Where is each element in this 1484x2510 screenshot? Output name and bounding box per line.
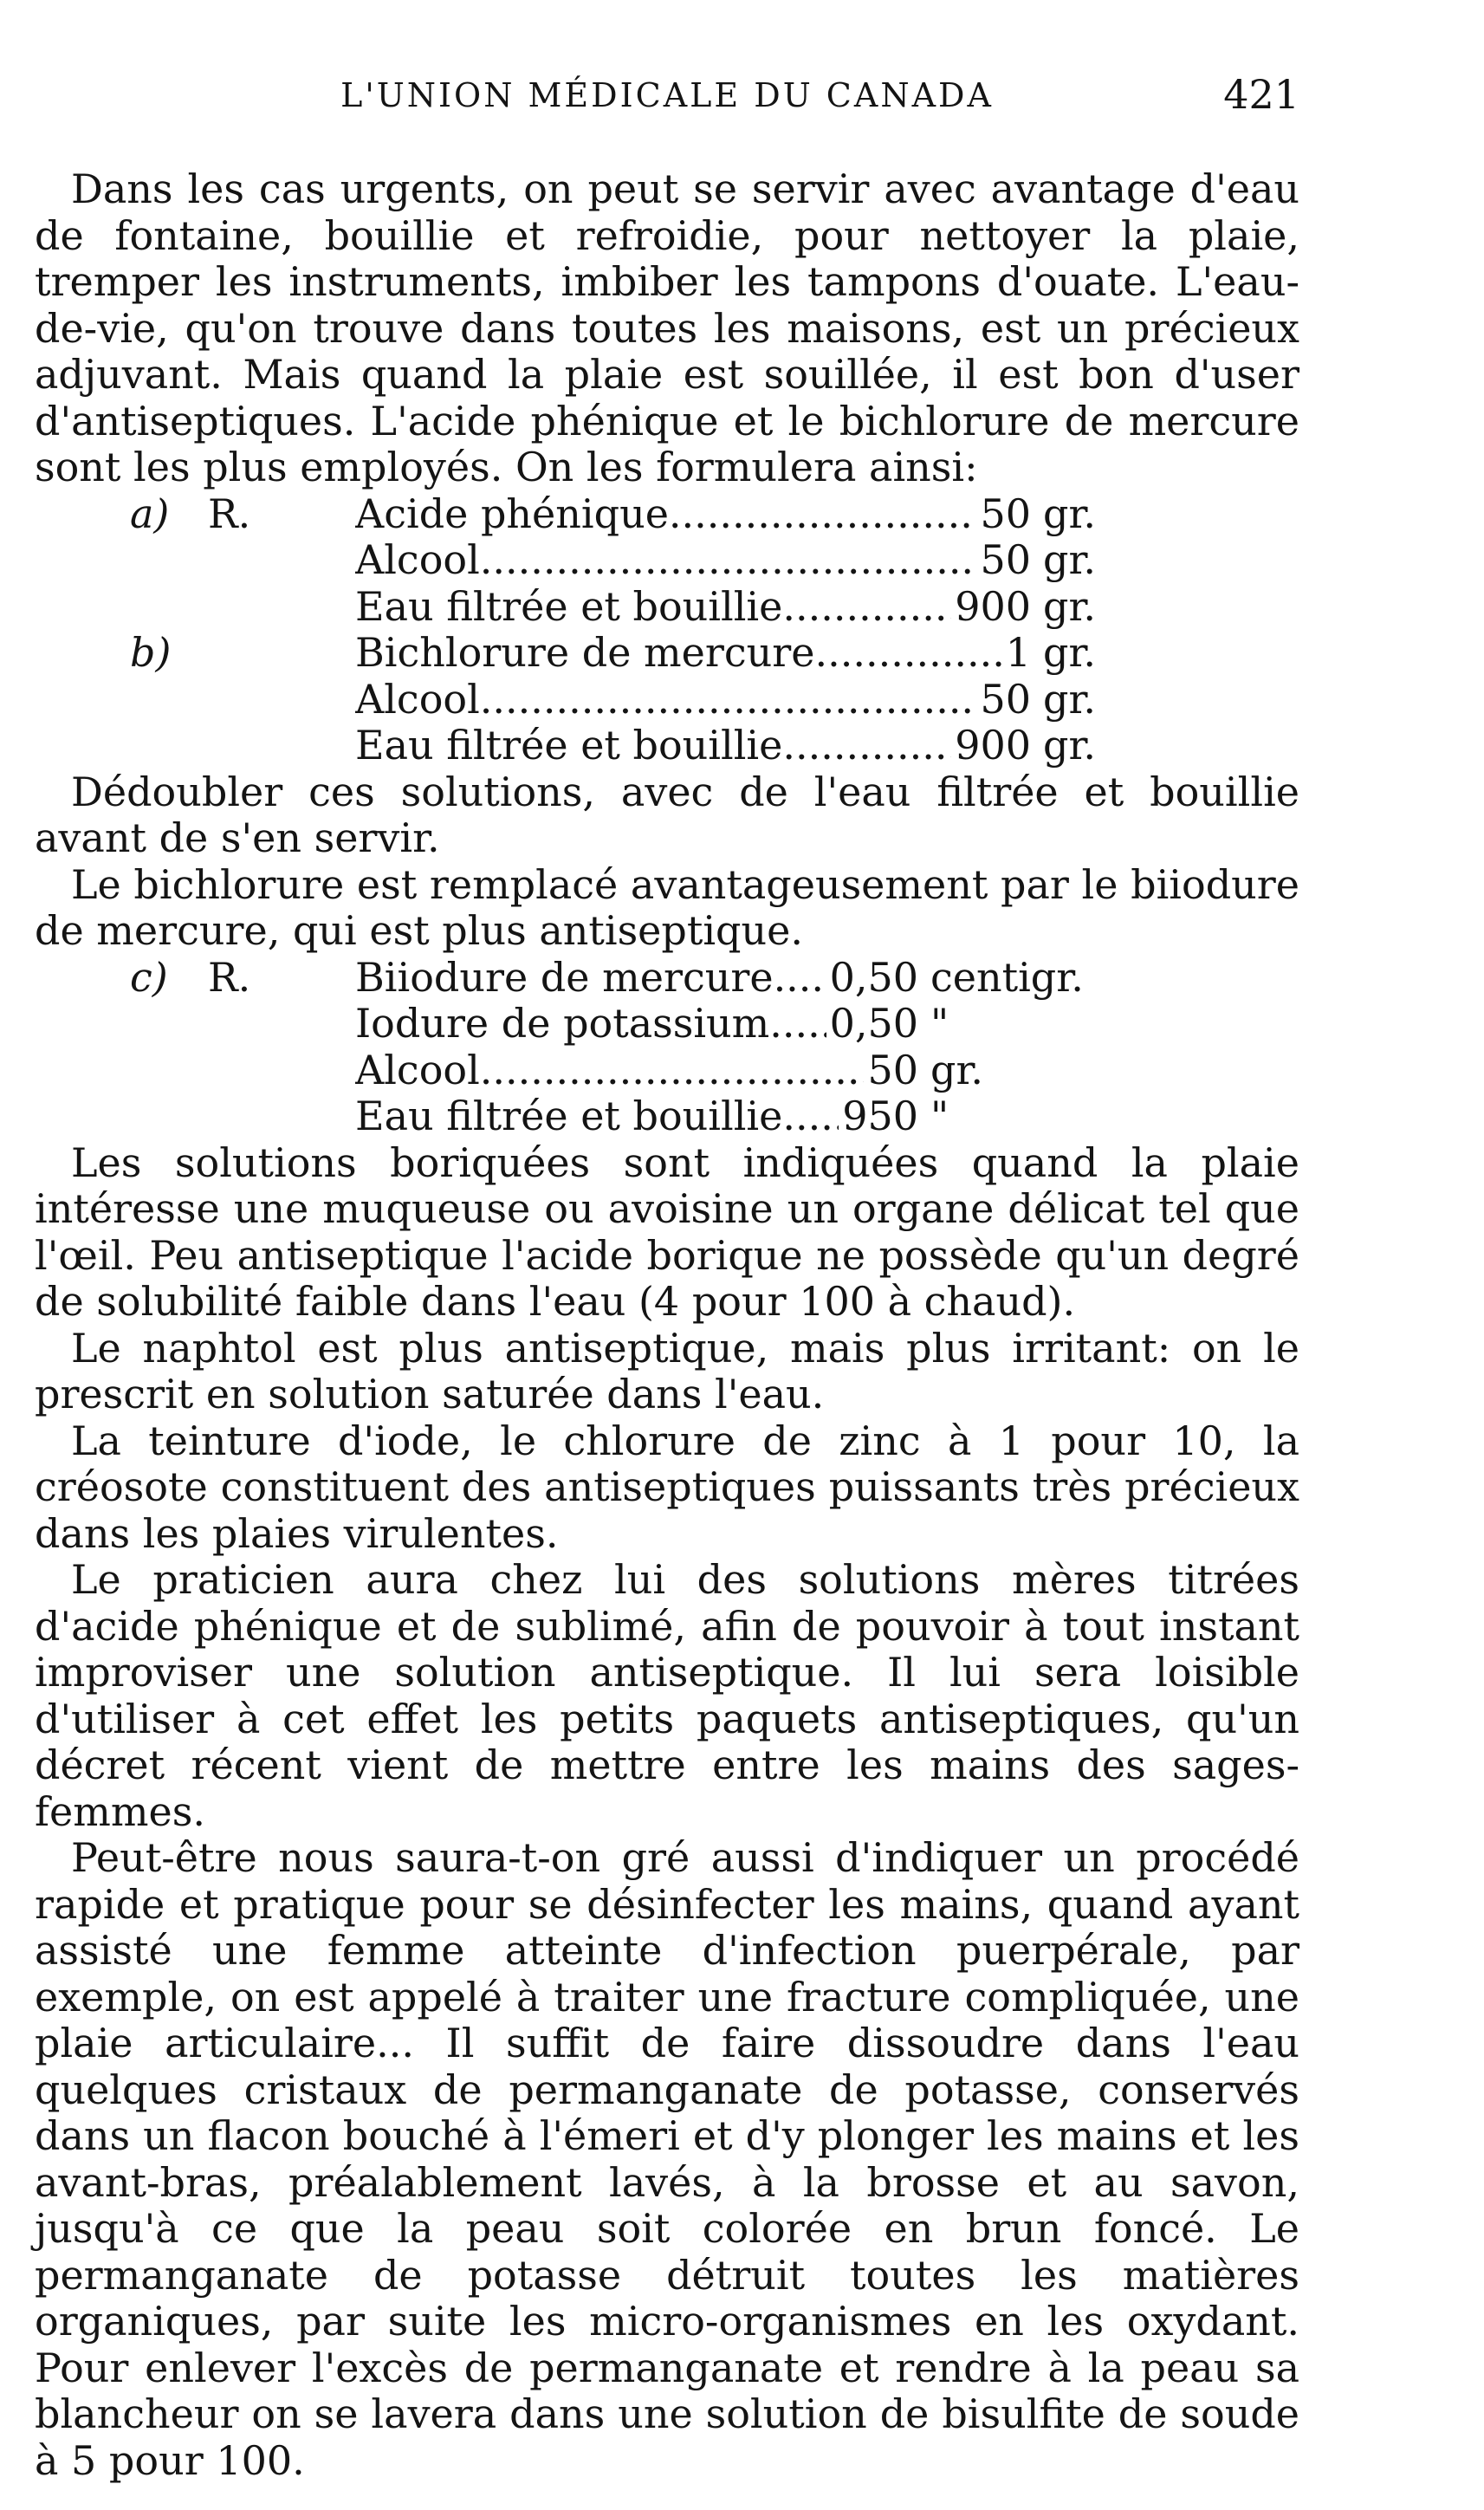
recipe-label: b) <box>130 629 172 676</box>
recipe-c <box>35 955 1299 1140</box>
running-title: L'UNION MÉDICALE DU CANADA <box>340 76 994 114</box>
recipe-row <box>35 1093 1299 1140</box>
unit: gr. <box>1043 675 1097 723</box>
ingredient: Eau filtrée et bouillie <box>355 1093 783 1139</box>
recipe-label: a) <box>130 490 170 537</box>
recipe-row <box>35 1047 1299 1094</box>
amount: 950 <box>842 1093 918 1139</box>
unit: gr. <box>1043 722 1097 769</box>
page-header <box>35 71 1299 128</box>
ingredient: Eau filtrée et bouillie <box>355 583 783 630</box>
amount: 50 <box>867 1047 918 1093</box>
paragraph: Dans les cas urgents, on peut se servir avec avantage d'eau de fontaine, bouillie et refroidie, pour nettoyer la plaie, tremper les instruments, imbiber les tampons d'ouate. L'eau-de-vie, qu'on trouve dans toutes les maisons, est un précieux adjuvant. Mais quand la plaie est souillée, il est bon d'user d'antiseptiques. L'acide phénique et le bichlorure de mercure sont les plus employés. On les formulera ainsi: <box>35 165 1299 490</box>
unit: " <box>930 1093 949 1139</box>
amount: 1 <box>1005 630 1031 676</box>
recipe-row <box>35 955 1299 1002</box>
amount: 0,50 <box>829 954 918 1001</box>
amount: 50 <box>980 490 1031 537</box>
ingredient: Acide phénique <box>355 490 669 537</box>
ingredient: Alcool <box>355 1047 480 1093</box>
recipe-row <box>35 491 1299 538</box>
unit: gr. <box>930 1046 984 1093</box>
paragraph: Le praticien aura chez lui des solutions mères titrées d'acide phénique et de sublimé, afin de pouvoir à tout instant improviser une solution antiseptique. Il lui sera loisible d'utiliser à cet effet les petits paquets antiseptiques, qu'un décret récent vient de mettre entre les mains des sages-femmes. <box>35 1556 1299 1835</box>
unit: gr. <box>1043 629 1097 676</box>
paragraph: Le bichlorure est remplacé avantageusement par le biiodure de mercure, qui est plus antiseptique. <box>35 860 1299 954</box>
unit: gr. <box>1043 536 1097 583</box>
unit: gr. <box>1043 582 1097 630</box>
ingredient: Iodure de potassium <box>355 1001 770 1047</box>
recipe-row <box>35 630 1299 677</box>
amount: 50 <box>980 676 1031 723</box>
article-body <box>35 166 1299 2484</box>
page-number: 421 <box>1223 71 1299 118</box>
ingredient: Eau filtrée et bouillie <box>355 723 783 769</box>
amount: 50 <box>980 537 1031 583</box>
recipe-row <box>35 677 1299 723</box>
recipe-row <box>35 723 1299 769</box>
unit: centigr. <box>930 953 1084 1001</box>
unit: " <box>930 1000 949 1047</box>
recipe-row <box>35 584 1299 631</box>
amount: 900 <box>955 583 1031 630</box>
recipe-rx: R. <box>208 490 251 537</box>
recipe-rx: R. <box>208 953 251 1001</box>
recipe-row <box>35 537 1299 584</box>
ingredient: Alcool <box>355 537 480 583</box>
amount: 0,50 <box>829 1001 918 1047</box>
paragraph: Les solutions boriquées sont indiquées quand la plaie intéresse une muqueuse ou avoisine un organe délicat tel que l'œil. Peu antiseptique l'acide borique ne possède qu'un degré de solubilité faible dans l'eau (4 pour 100 à chaud). <box>35 1138 1299 1325</box>
recipe-ab <box>35 491 1299 769</box>
ingredient: Bichlorure de mercure <box>355 630 815 676</box>
paragraph: Peut-être nous saura-t-on gré aussi d'indiquer un procédé rapide et pratique pour se désinfecter les mains, quand ayant assisté une femme atteinte d'infection puerpérale, par exemple, on est appelé à traiter une fracture compliquée, une plaie articulaire... Il suffit de faire dissoudre dans l'eau quelques cristaux de permanganate de potasse, conservés dans un flacon bouché à l'émeri et d'y plonger les mains et les avant-bras, préalablement lavés, à la brosse et au savon, jusqu'à ce que la peau soit colorée en brun foncé. Le permanganate de potasse détruit toutes les matières organiques, par suite les micro-organismes en les oxydant. Pour enlever l'excès de permanganate et rendre à la peau sa blancheur on se lavera dans une solution de bisulfite de soude à 5 pour 100. <box>35 1834 1299 2484</box>
amount: 900 <box>955 723 1031 769</box>
unit: gr. <box>1043 490 1097 537</box>
recipe-label: c) <box>130 953 168 1001</box>
paragraph: Dédoubler ces solutions, avec de l'eau filtrée et bouillie avant de s'en servir. <box>35 768 1299 861</box>
recipe-row <box>35 1001 1299 1047</box>
ingredient: Alcool <box>355 676 480 723</box>
ingredient: Biiodure de mercure <box>355 954 774 1001</box>
paragraph: Le naphtol est plus antiseptique, mais plus irritant: on le prescrit en solution saturée dans l'eau. <box>35 1324 1299 1417</box>
paragraph: La teinture d'iode, le chlorure de zinc à 1 pour 10, la créosote constituent des antiseptiques puissants très précieux dans les plaies virulentes. <box>35 1417 1299 1557</box>
